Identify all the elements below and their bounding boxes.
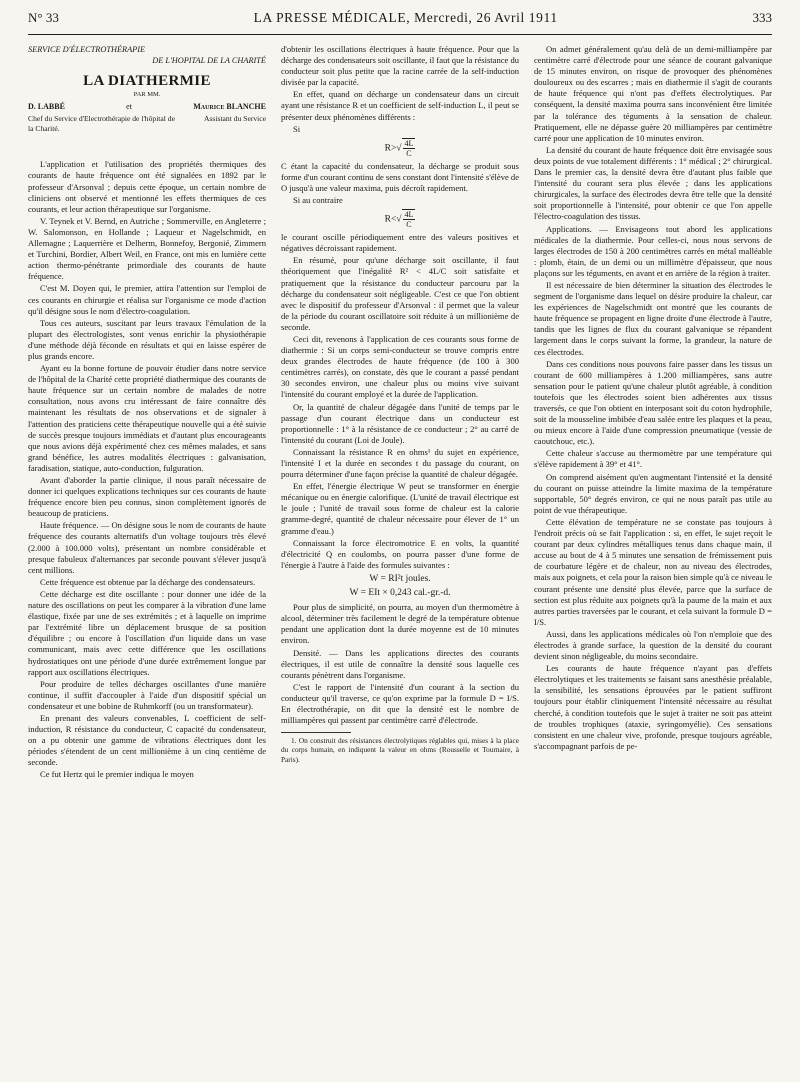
paragraph: C'est M. Doyen qui, le premier, attira l'attention sur l'emploi de ces courants en chirurgie et réalisa sur l'organisme ce mode d'action qu'il désigne sous le nom d'électro-coagulation.: [28, 283, 266, 316]
paragraph: Ayant eu la bonne fortune de pouvoir étudier dans notre service de l'hôpital de la Charité cette propriété diathermique des courants de haute fréquence sur un certain nombre de malades de notre consultation, nous avons cru intéressant de faire connaître dès maintenant les résultats de nos observations et de signaler à l'attention des praticiens cette thérapeutique nouvelle qui a été suivie de succès presque toujours immédiats et d'autant plus encourageants que nous avions déjà expérimenté chez ces mêmes malades, et sans grand bénéfice, les autres modalités électriques : galvanisation, faradisation, statique, auto-conduction, fulguration.: [28, 363, 266, 473]
author-conjunction: et: [126, 102, 132, 112]
issue-number: N° 33: [28, 10, 59, 25]
paragraph: Haute fréquence. — On désigne sous le nom de courants de haute fréquence des courants alternatifs d'un voltage toujours très élevé (2.000 à 100.000 volts), présentant un nombre considérable et presque fabuleux d'alternances par seconde pouvant s'élever jusqu'à cent millions.: [28, 520, 266, 575]
paragraph: Il est nécessaire de bien déterminer la situation des électrodes le segment de l'organisme dans lequel on désire produire la chaleur, car les expériences de Nagelschmidt ont montré que les courants de haute fréquence se propagent en ligne droite d'une électrode à l'autre, tandis que les lignes de flux du courant galvanique se répandent largement dans le corps suivant la forme, la grandeur, la nature de ces électrodes.: [534, 279, 772, 357]
paragraph: Avant d'aborder la partie clinique, il nous paraît nécessaire de donner ici quelques explications techniques sur ces courants de haute fréquence encore bien peu connus, sinon complètement ignorés de beaucoup de praticiens.: [28, 475, 266, 519]
paragraph: Densité. — Dans les applications directes des courants électriques, il est utile de connaître la densité sous laquelle ces courants pénètrent dans l'organisme.: [281, 647, 519, 680]
formula-inequality-2: R<√ $\frac{4L}{C}$: [384, 210, 414, 230]
par-mm: PAR MM.: [133, 91, 161, 99]
page-header: [28, 10, 772, 32]
paragraph: Pour plus de simplicité, on pourra, au moyen d'un thermomètre à alcool, déterminer très facilement le degré de la température obtenue pendant une application dont la durée moyenne est de 10 minutes environ.: [281, 602, 519, 646]
paragraph: Connaissant la force électromotrice E en volts, la quantité d'électricité Q en coulombs, on pourra passer d'une forme de l'énergie à l'autre à l'aide des formules suivantes :: [281, 537, 519, 570]
service-line-2: DE L'HOPITAL DE LA CHARITÉ: [152, 56, 266, 65]
service-heading: [28, 44, 266, 66]
author-2: Maurice BLANCHE: [193, 102, 266, 112]
paragraph: Cette chaleur s'accuse au thermomètre par une température qui s'élève rapidement à 39° et 41°.: [534, 448, 772, 470]
paragraph: C étant la capacité du condensateur, la décharge se produit sous forme d'un courant continu de sens constant dont l'intensité s'élève de O jusqu'à une valeur maxima, puis décroît rapidement.: [281, 160, 519, 193]
paragraph: Les courants de haute fréquence n'ayant pas d'effets électrolytiques et les traitements se faisant sans anesthésie préalable, la sensibilité, les sensations éprouvées par le patient suffiront toujours pour établir cliniquement l'intensité nécessaire au résultat cherché, à condition toutefois que le sujet à traiter ne soit pas atteint de troubles trophiques (ataxie, syringomyélie). Ces sensations consistent en une chaleur vive, profonde, presque toujours agréable, s'accompagnant parfois de pe-: [534, 663, 772, 751]
paragraph: Ceci dit, revenons à l'application de ces courants sous forme de diathermie : Si un corps semi-conducteur se trouve compris entre deux grandes électrodes de haute fréquence (de 100 à 300 centimètres carrés), on constate, dès que le courant a passé pendant 30 secondes environ, une chaleur plus ou moins vive suivant l'intensité du courant employé et la durée de l'application.: [281, 333, 519, 400]
author-roles: [28, 114, 266, 133]
paragraph: le courant oscille périodiquement entre des valeurs positives et négatives décroissant rapidement.: [281, 232, 519, 254]
paragraph: On comprend aisément qu'en augmentant l'intensité et la densité du courant on puisse atteindre la limite maxima de la température supportable, 50° degrés environ, ce qui ne nous paraît pas utile au point de vue thérapeutique.: [534, 471, 772, 515]
page-number: 333: [752, 10, 772, 25]
paragraph: Tous ces auteurs, suscitant par leurs travaux l'émulation de la plupart des électrologistes, sont venus enrichir la physiothérapie d'une méthode déjà féconde en résultats et qui en laisse espérer de plus grands encore.: [28, 317, 266, 361]
paragraph: C'est le rapport de l'intensité d'un courant à la section du conducteur qu'il traverse, ce qu'on exprime par la formule D = I/S. En électrothérapie, on dit que la densité est le nombre de milliampères qui passent par centimètre carré d'électrode.: [281, 681, 519, 726]
paragraph: En prenant des valeurs convenables, L coefficient de self-induction, R résistance du conducteur, C capacité du condensateur, on a pu obtenir une gamme de vibrations électriques dont les périodes s'étendent de un cent millionième à un cinq centième de seconde.: [28, 712, 266, 768]
author-1-role: Chef du Service d'Electrothérapie de l'hôpital de la Charité.: [28, 114, 175, 133]
journal-title: LA PRESSE MÉDICALE, Mercredi, 26 Avril 1911: [253, 10, 558, 25]
paragraph: d'obtenir les oscillations électriques à haute fréquence. Pour que la décharge des condensateurs soit oscillante, il faut que la résistance du conducteur soit plus petite que la racine carrée de la self-induction divisée par la capacité.: [281, 44, 519, 88]
column-3: [534, 44, 772, 753]
footnote: 1. On construit des résistances électrolytiques réglables qui, mises à la place du corps humain, en indiquent la valeur en ohms (Rousselle et Tournaire, à Paris).: [281, 736, 519, 764]
formula-inequality-1: R>√ $\frac{4L}{C}$: [384, 138, 414, 158]
paragraph: Ce fut Hertz qui le premier indiqua le moyen: [40, 769, 194, 780]
paragraph: En effet, quand on décharge un condensateur dans un circuit ayant une résistance R et un coefficient de self-induction L, il peut se présenter deux phénomènes différents :: [281, 89, 519, 122]
paragraph: L'application et l'utilisation des propriétés thermiques des courants de haute fréquence ont été signalées en 1892 par le professeur d'Arsonval ; depuis cette époque, un certain nombre de cliniciens ont observé et mentionné les effets thermiques de ces courants, et leur action thérapeutique sur l'organisme.: [28, 159, 266, 214]
paragraph: V. Teynek et V. Bernd, en Autriche ; Sommerville, en Angleterre ; W. Salomonson, en Hollande ; Laqueur et Nagelschmidt, en Allemagne ; Laquerrière et Delherm, Bonnefoy, Bergonié, Zimmern et Turchini, Bordier, Albert Weil, en France, ont mis en lumière cette action thermo-pénétrante primordiale des courants de haute fréquence.: [28, 215, 266, 282]
paragraph: Si: [293, 123, 301, 134]
service-line-1: SERVICE D'ÉLECTROTHÉRAPIE: [28, 45, 146, 54]
paragraph: Connaissant la résistance R en ohms¹ du sujet en expérience, l'intensité I et la durée en secondes t du passage du courant, on pourra déterminer d'une façon précise la quantité de chaleur dégagée.: [281, 446, 519, 480]
article-title: LA DIATHERMIE: [83, 73, 211, 89]
paragraph: Cette décharge est dite oscillante : pour donner une idée de la nature des oscillations on peut les comparer à la vibration d'une lame élastique, fixée par une de ses extrémités ; et à laquelle on imprime par l'extrémité libre un déplacement brusque de sa position d'équilibre ; ou encore à l'oscillation d'un liquide dans un vase communicant, mais avec cette différence que les oscillations hydrostatiques ont une période d'une durée extrêmement longue par rapport aux oscillations électriques.: [28, 588, 266, 677]
paragraph: Pour produire de telles décharges oscillantes d'une manière continue, il suffit d'accoupler à l'aide d'un dispositif spécial un condensateur et une bobine de Ruhmkorff (ou un transformateur).: [28, 678, 266, 711]
paragraph: Dans ces conditions nous pouvons faire passer dans les tissus un courant de 600 milliampères à 1.200 milliampères, sans autre sensation pour le patient qu'une chaleur plutôt agréable, à condition toutefois que les électrodes soient bien adhérentes aux tissus traversés, ce que l'on obtient en interposant soit du coton hydrophile, soit de la mousseline imbibée d'eau salée entre les plaques et la peau, ou mieux encore à l'aide d'une compression pneumatique (vessie de caoutchouc, etc.).: [534, 358, 772, 447]
paragraph: Cette élévation de température ne se constate pas toujours à l'endroit précis où se fait l'application : si, en effet, le sujet reçoit le courant par deux cylindres métalliques tenus dans chaque main, il accuse au bout de 4 à 5 minutes une sensation de frémissement puis de courbature légère et de chaleur, non au niveau des électrodes, mais aux poignets, et cela pour la raison bien simple qu'à ce niveau le courant présente une densité plus élevée, parce que la surface de section est plus réduite aux poignets qu'à la paume de la main et aux autres parties traversées par le courant, et cela suivant la formule D = I/S.: [534, 516, 772, 627]
paragraph: Applications. — Envisageons tout abord les applications médicales de la diathermie. Pour celles-ci, nous nous servons de larges électrodes de 150 à 200 centimètres carrés en métal malléable : plomb, étain, de un demi ou un millimètre d'épaisseur, que nous plaçons sur les téguments, en avant et en arrière de la région à traiter.: [534, 223, 772, 278]
paragraph: Or, la quantité de chaleur dégagée dans l'unité de temps par le passage d'un courant électrique dans un conducteur est proportionnelle : 1° à la résistance de ce conducteur ; 2° au carré de l'intensité du courant (Loi de Joule).: [281, 401, 519, 445]
paragraph: On admet généralement qu'au delà de un demi-milliampère par centimètre carré d'électrode pour une séance de courant galvanique de 15 minutes environ, on risque de provoquer des phénomènes douloureux ou des escarres ; mais en diathermie il s'agit de courants de haute fréquence qui n'ont pas d'effets électrolytiques. Par conséquent, la densité maxima pourra sans inconvénient être limitée par la tolérance des téguments à la sensation de chaleur. Pratiquement, elle ne dépasse guère 20 milliampères par centimètre carré pour une application de 10 minutes environ.: [534, 44, 772, 143]
authors: [28, 102, 266, 112]
formula-calorie: W = EIt × 0,243 cal.-gr.-d.: [349, 588, 451, 599]
paragraph: La densité du courant de haute fréquence doit être envisagée sous deux points de vue totalement différents : 1° médical ; 2° chirurgical. Dans le premier cas, la densité devra être d'autant plus faible que l'intensité du courant sera plus élevée ; dans les applications chirurgicales, la surface des électrodes devra être telle que la densité soit proportionnelle à l'intensité, pour obtenir ce que l'on appelle l'électro-coagulation des tissus.: [534, 144, 772, 222]
footnote-rule: [281, 732, 351, 733]
paragraph: En résumé, pour qu'une décharge soit oscillante, il faut théoriquement que l'inégalité R² < 4L/C soit satisfaite et pratiquement que la résistance du conducteur parcouru par la décharge du condensateur soit négligeable. C'est ce que l'on obtient avec le dispositif du professeur d'Arsonval : il permet que la valeur de la période du courant oscillatoire soit réduite à un millionième de seconde.: [281, 255, 519, 332]
author-2-role: Assistant du Service: [203, 114, 266, 124]
paragraph: Aussi, dans les applications médicales où l'on n'emploie que des électrodes à grande surface, la question de la densité du courant devient sinon négligeable, du moins secondaire.: [534, 628, 772, 662]
paragraph: Si au contraire: [293, 195, 343, 206]
paragraph: Cette fréquence est obtenue par la décharge des condensateurs.: [40, 576, 256, 587]
column-1: [28, 44, 266, 782]
paragraph: En effet, l'énergie électrique W peut se transformer en énergie mécanique ou en énergie calorifique. (L'unité de travail électrique est le joule ; l'unité de travail sous forme de chaleur est la calorie gramme-degré, quantité de chaleur nécessaire pour élever de 1° un gramme d'eau.): [281, 481, 519, 536]
formula-joule: W = RI²t joules.: [369, 573, 431, 584]
column-2: [281, 44, 519, 764]
header-rule: [28, 34, 772, 35]
author-1: D. LABBÉ: [28, 102, 65, 112]
